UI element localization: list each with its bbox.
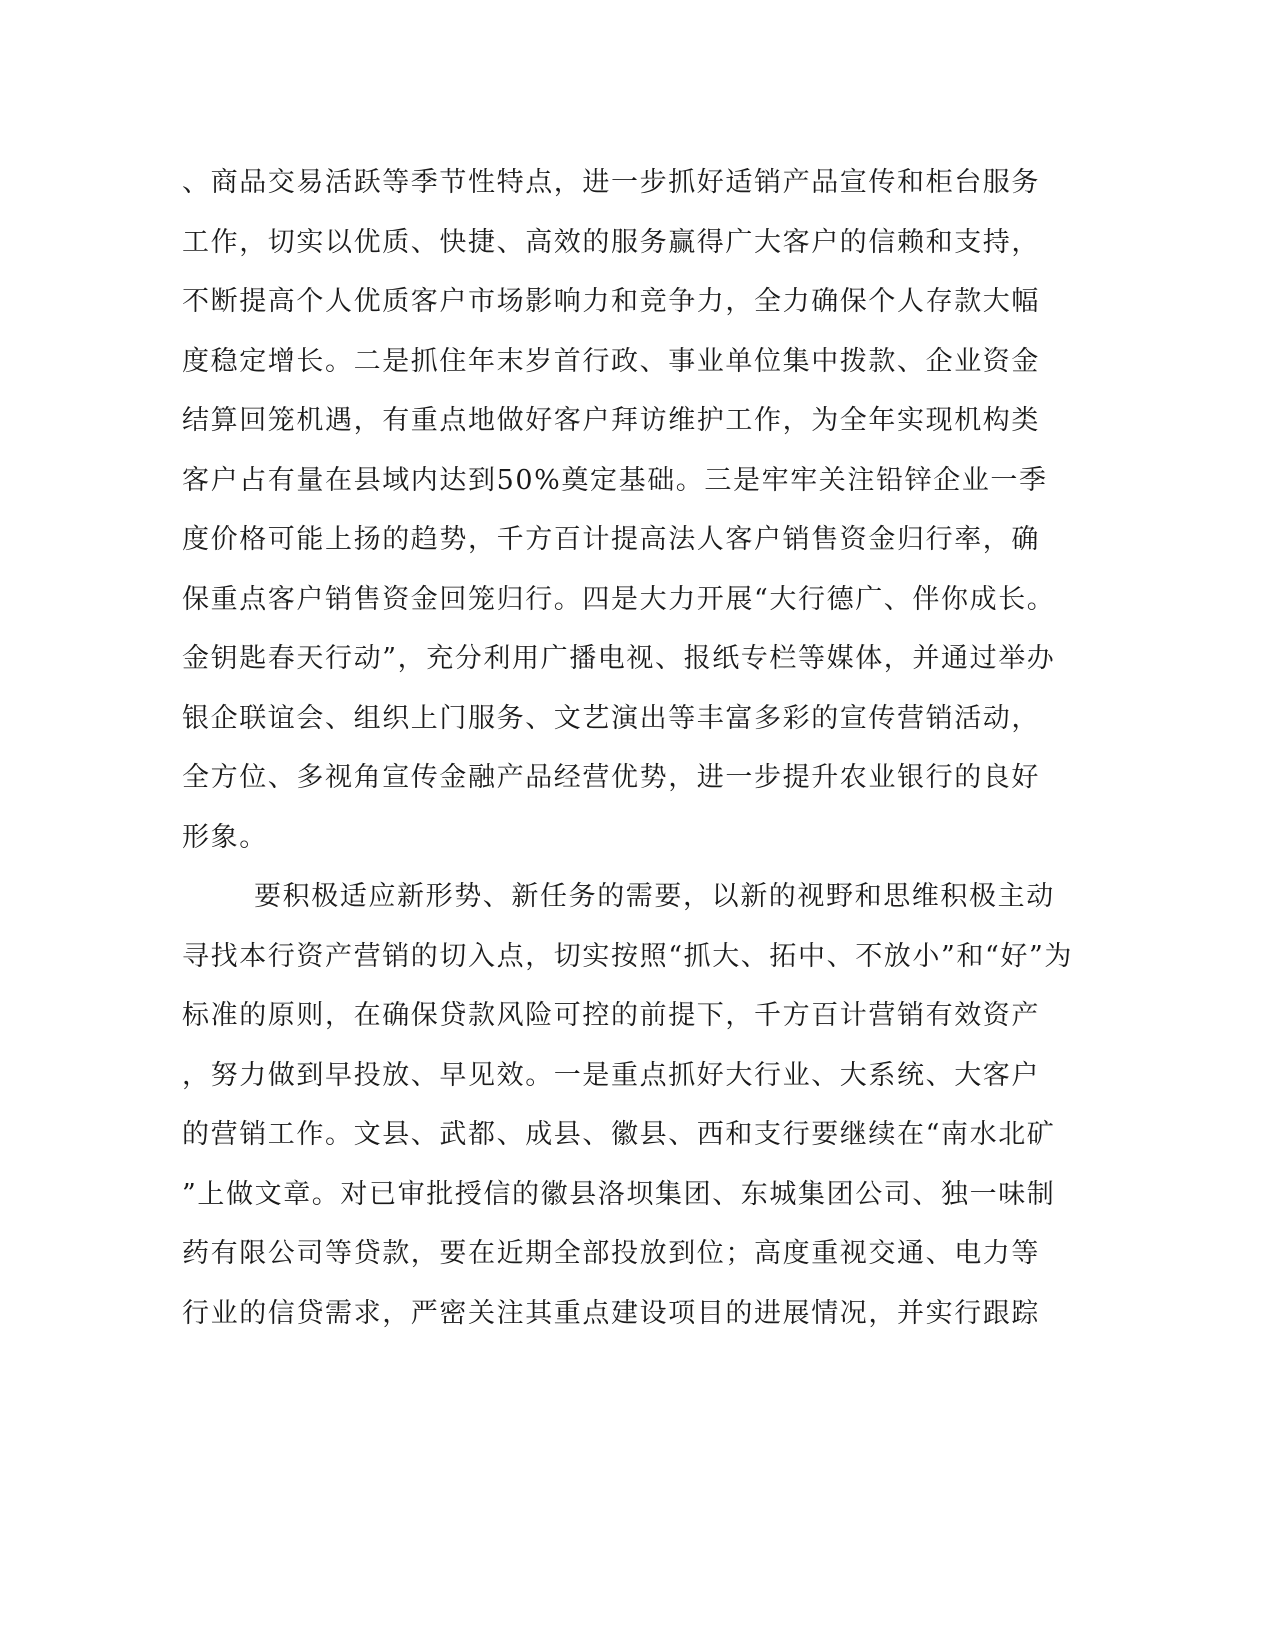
text-line: 、商品交易活跃等季节性特点，进一步抓好适销产品宣传和柜台服务 [182, 167, 1040, 198]
text-line: 结算回笼机遇，有重点地做好客户拜访维护工作，为全年实现机构类 [182, 405, 1040, 436]
text-line: 度稳定增长。二是抓住年末岁首行政、事业单位集中拨款、企业资金 [182, 345, 1040, 377]
text-line: 全方位、多视角宣传金融产品经营优势，进一步提升农业银行的良好 [182, 762, 1040, 793]
text-line: 的营销工作。文县、武都、成县、徽县、西和支行要继续在“南水北矿 [182, 1119, 1056, 1150]
text-line: 标准的原则，在确保贷款风险可控的前提下，千方百计营销有效资产 [182, 1000, 1040, 1031]
text-line: 银企联谊会、组织上门服务、文艺演出等丰富多彩的宣传营销活动， [182, 702, 1040, 734]
paragraph-first-line: 要积极适应新形势、新任务的需要，以新的视野和思维积极主动 [254, 881, 1055, 912]
text-line: 形象。 [182, 821, 268, 853]
text-line: 不断提高个人优质客户市场影响力和竞争力，全力确保个人存款大幅 [182, 286, 1040, 317]
text-line: 金钥匙春天行动”，充分利用广播电视、报纸专栏等媒体，并通过举办 [182, 643, 1056, 674]
text-line: 药有限公司等贷款，要在近期全部投放到位；高度重视交通、电力等 [182, 1238, 1040, 1269]
text-line: 寻找本行资产营销的切入点，切实按照“抓大、拓中、不放小”和“好”为 [182, 940, 1074, 972]
body-text [182, 153, 1082, 1343]
text-line: 客户占有量在县域内达到50%奠定基础。三是牢牢关注铅锌企业一季 [182, 464, 1048, 496]
text-line: ”上做文章。对已审批授信的徽县洛坝集团、东城集团公司、独一味制 [182, 1178, 1056, 1210]
text-line: 工作，切实以优质、快捷、高效的服务赢得广大客户的信赖和支持， [182, 226, 1040, 258]
text-line: 行业的信贷需求，严密关注其重点建设项目的进展情况，并实行跟踪 [182, 1297, 1040, 1329]
text-line: 保重点客户销售资金回笼归行。四是大力开展“大行德广、伴你成长。 [182, 583, 1056, 615]
text-line: ，努力做到早投放、早见效。一是重点抓好大行业、大系统、大客户 [182, 1059, 1040, 1091]
text-line: 度价格可能上扬的趋势，千方百计提高法人客户销售资金归行率，确 [182, 524, 1040, 555]
